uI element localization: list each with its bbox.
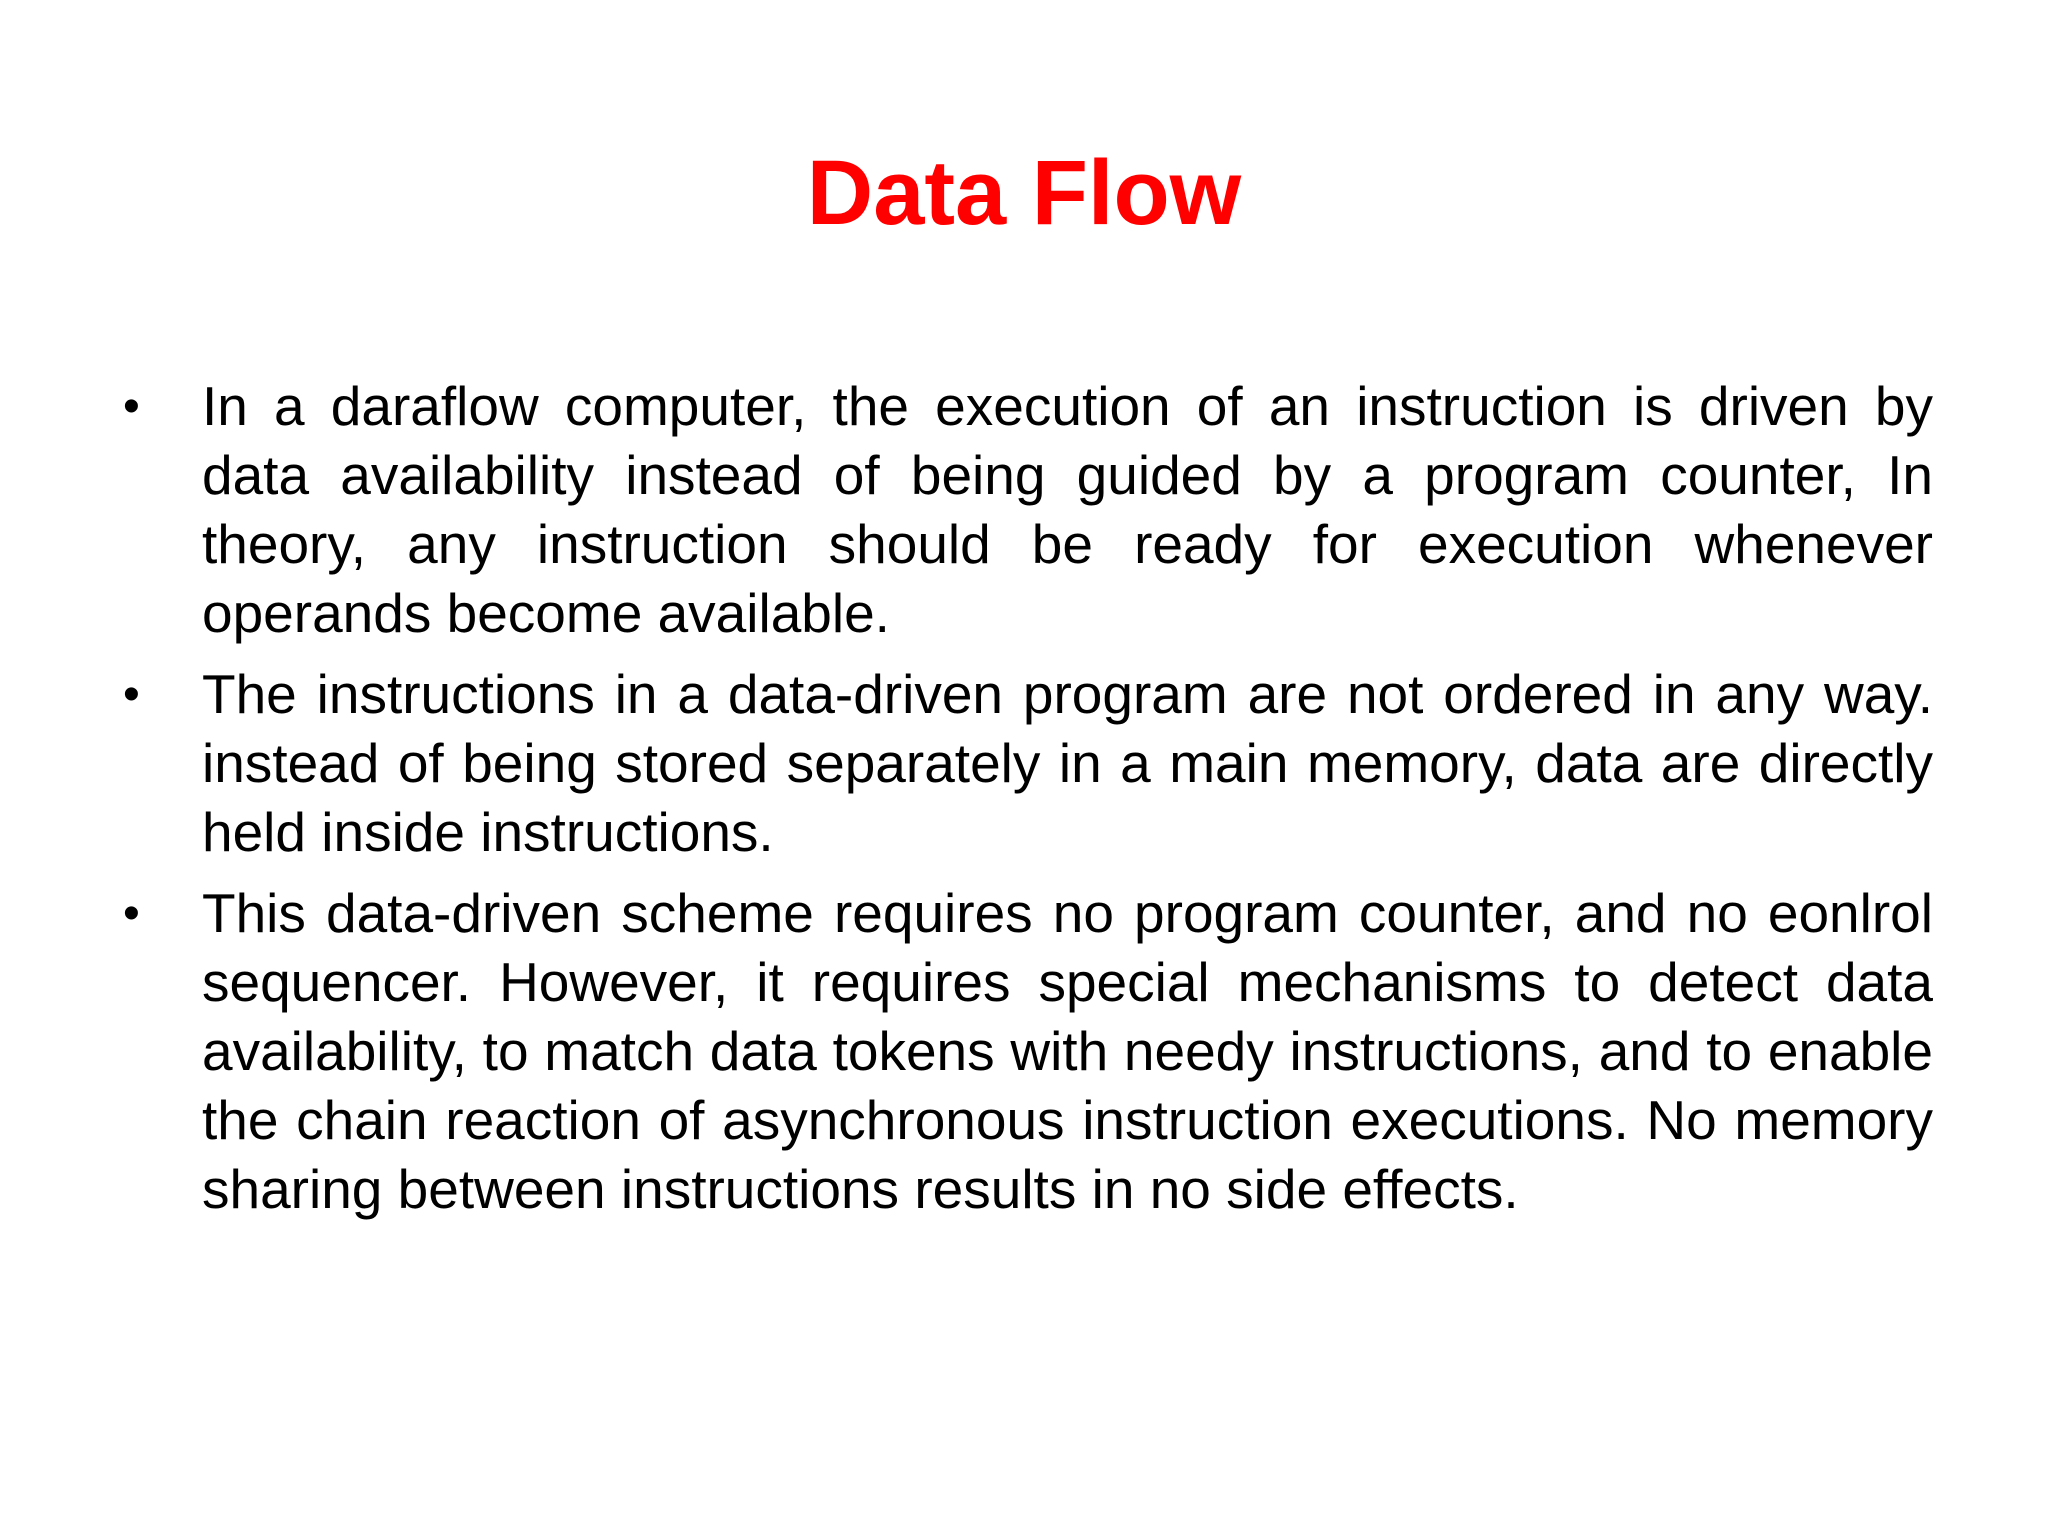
bullet-list bbox=[118, 372, 1933, 1236]
bullet-item bbox=[118, 372, 1933, 648]
bullet-text: In a daraflow computer, the execution of an instruction is driven by data availability instead of being guided by a program counter, In theory, any instruction should be ready for execution whenever operands become available. bbox=[202, 375, 1933, 644]
bullet-text: The instructions in a data-driven program are not ordered in any way. instead of being stored separately in a main memory, data are directly held inside instructions. bbox=[202, 663, 1933, 863]
bullet-item bbox=[118, 879, 1933, 1224]
bullet-item bbox=[118, 660, 1933, 867]
bullet-dot-icon: • bbox=[123, 380, 140, 433]
bullet-dot-icon: • bbox=[123, 668, 140, 721]
bullet-text: This data-driven scheme requires no program counter, and no eonlrol sequencer. However, it requires special mechanisms to detect data availability, to match data tokens with needy instructions, and to enable the chain reaction of asynchronous instruction executions. No memory sharing between instructions results in no side effects. bbox=[202, 882, 1933, 1220]
bullet-dot-icon: • bbox=[123, 887, 140, 940]
slide-title: Data Flow bbox=[806, 142, 1242, 244]
